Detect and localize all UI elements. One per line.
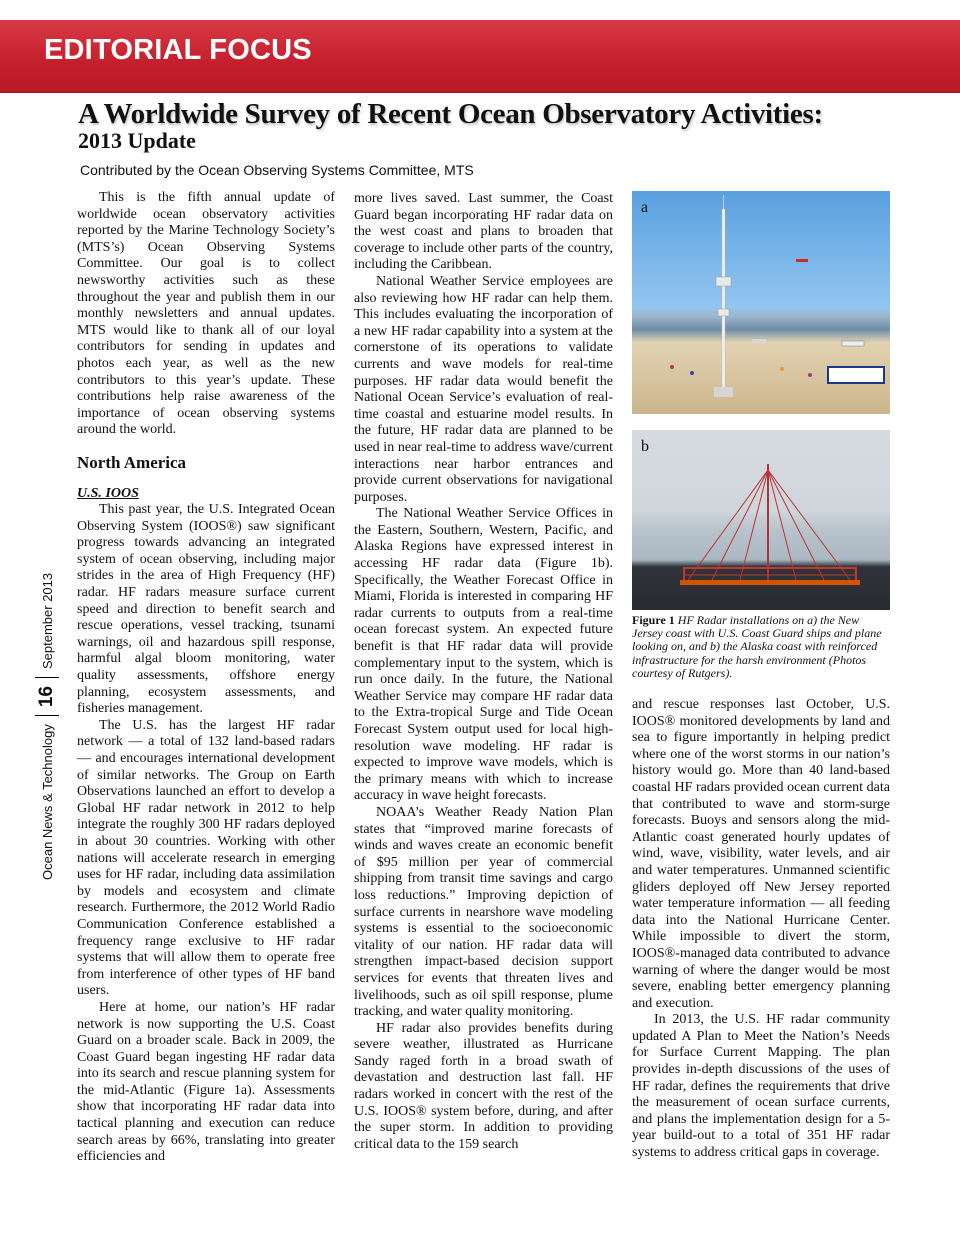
body-paragraph: National Weather Service employees are also reviewing how HF radar can help them. This includes evaluating the incorporation of a new HF radar capability into a system at the cornerstone of its operations to validate currents and wave models for real-time purposes. HF radar data would benefit the National Ocean Service’s evaluation of real-time coastal and estuarine model results. In the future, HF radar data are planned to be used in near real-time to address wave/current interactions near harbor entrances and provide current observations for navigational purposes. [354,273,613,505]
figure-1b-photo [632,430,890,610]
body-paragraph: more lives saved. Last summer, the Coast Guard began incorporating HF radar data on the west coast and plans to broaden that coverage to include other parts of the country, including the Caribbean. [354,191,613,273]
intro-paragraph: This is the fifth annual update of worldwide ocean observatory activities reported by the Marine Technology Society’s (MTS’s) Ocean Observing Systems Committee. Our goal is to collect newsworthy activities such as these throughout the year and publish them in our monthly newsletters and annual updates. MTS would like to thank all of our loyal contributors for sending in updates and photos each year, as well as the new contributors to this year’s update. These contributions help raise awareness of the importance of ocean observing systems around the world. [77,190,335,438]
figure-label-a: a [641,199,649,216]
byline: Contributed by the Ocean Observing Systems Committee, MTS [80,162,474,178]
editorial-banner [0,20,960,93]
page-number: 16 [36,686,57,708]
sidebar-divider [35,715,59,716]
body-paragraph: Here at home, our nation’s HF radar network is now supporting the U.S. Coast Guard on a broader scale. Back in 2009, the Coast Guard began ingesting HF radar data into its search and rescue planning system for the mid-Atlantic (Figure 1a). Assessments show that incorporating HF radar data into tactical planning and execution can reduce search areas by 66%, translating into greater efficiencies and [77,999,335,1165]
text-column-2 [354,191,613,1153]
figure-caption-label: Figure 1 [632,613,675,627]
subsection-heading: U.S. IOOS [77,485,139,501]
body-paragraph: This past year, the U.S. Integrated Ocean Observing System (IOOS®) saw significant progress towards advancing an integrated system of ocean observing, including major strides in the area of High Frequency (HF) radar. HF radars measure surface current speed and direction to benefit search and rescue operations, vessel tracking, tsunami warnings, oil and hazardous spill response, harmful algal bloom monitoring, water quality assessments, offshore energy planning, ecosystem assessments, and fisheries management. [77,502,335,717]
body-paragraph: and rescue responses last October, U.S. IOOS® monitored developments by land and sea to figure importantly in helping predict where one of the worst storms in our nation’s history would go. More than 40 land-based coastal HF radars provided ocean current data that contributed to wave and storm-surge forecasts. Buoys and sensors along the mid-Atlantic coast generated hourly updates of wind, wave, visibility, water levels, and air and water temperatures. Unmanned scientific gliders deployed off New Jersey reported water temperature information — all feeding data into the National Hurricane Center. While impossible to divert the storm, IOOS®-managed data contributed to advance warning of where the danger would be most severe, enabling better emergency planning and execution. [632,697,890,1011]
article-title: A Worldwide Survey of Recent Ocean Observatory Activities: [78,98,823,130]
publication-name: Ocean News & Technology [39,724,55,880]
figure-caption-text: HF Radar installations on a) the New Jersey coast with U.S. Coast Guard ships and plane looking on, and b) the Alaska coast with reinforced infrastructure for the harsh environment (Photos courtesy of Rutgers). [632,613,882,680]
figure-label-b: b [641,438,649,455]
article-subtitle: 2013 Update [78,128,196,153]
alaska-radar-illustration [632,430,890,610]
body-paragraph: The National Weather Service Offices in the Eastern, Southern, Western, Pacific, and Alaska Regions have expressed interest in accessing HF radar data (Figure 1b). Specifically, the Weather Forecast Office in Miami, Florida is interested in comparing HF radar currents to outputs from a real-time ocean forecast system. An expected future benefit is that HF radar data will provide complementary input to the system, which is run once daily. In the future, the National Weather Service may compare HF radar data to the Extra-tropical Surge and Tide Ocean Forecast System output used for local high-resolution wave modeling. HF radar is expected to improve wave models, which is the primary means with which to increase accuracy in wave height forecasts. [354,506,613,804]
sidebar-divider [35,677,59,678]
text-column-3 [632,697,890,1162]
body-paragraph: In 2013, the U.S. HF radar community updated A Plan to Meet the Nation’s Needs for Surface Current Mapping. The plan provides in-depth discussions of the uses of HF radar, defines the requirements that drive the measurement of ocean surface currents, and plans the implementation design for a 5-year build-out to a total of 351 HF radar systems to address critical gaps in coverage. [632,1012,890,1161]
section-heading: North America [77,452,187,472]
figure-caption [632,614,890,680]
figure-1a-photo [632,191,890,414]
issue-date: September 2013 [39,572,55,669]
body-paragraph: HF radar also provides benefits during severe weather, illustrated as Hurricane Sandy raged forth in a broad swath of devastation and destruction last fall. HF radars worked in concert with the rest of the U.S. IOOS® system before, during, and after the super storm. In addition to providing critical data to the 159 search [354,1020,613,1152]
banner-label: EDITORIAL FOCUS [44,34,312,66]
beach-radar-illustration [632,191,890,414]
text-column-1 [77,190,335,1166]
body-paragraph: The U.S. has the largest HF radar network — a total of 132 land-based radars — and encourages international development of similar networks. The Group on Earth Observations launched an effort to develop a Global HF radar network in 2012 to help integrate the roughly 300 HF radars deployed in about 30 countries. Working with other nations will accelerate research in emerging uses for HF radar, including data assimilation by models and ecosystem and climate research. Furthermore, the 2012 World Radio Communication Conference established a frequency range exclusive to HF radar systems that will allow them to operate free from interference of other types of HF band users. [77,717,335,999]
body-paragraph: NOAA’s Weather Ready Nation Plan states that “improved marine forecasts of winds and waves create an economic benefit of $95 million per year of commercial shipping from transit time savings and cargo loss reductions.” Improving depiction of surface currents in nearshore wave modeling systems is essential to the socioeconomic vitality of our nation. HF radar data will strengthen impact-based decision support services for events that threaten lives and livelihoods, such as oil spill response, plume tracking, and water quality monitoring. [354,804,613,1020]
page-sidebar [33,500,61,880]
